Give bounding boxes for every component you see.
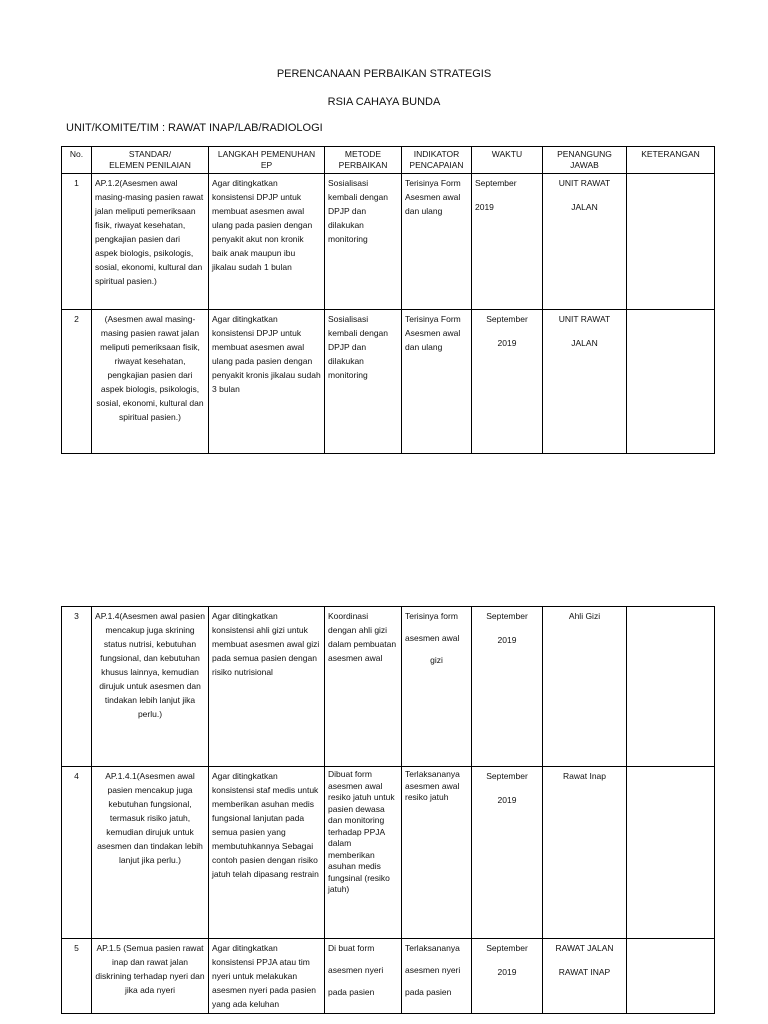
row-langkah: Agar ditingkatkan konsistensi DPJP untuk membuat asesmen awal ulang pada pasien dengan penyakit akut non kronik baik anak maupun ibu jikalau sudah 1 bulan (209, 174, 325, 310)
plan-table-top (61, 146, 715, 454)
col-header-waktu: WAKTU (472, 147, 543, 174)
row-no: 3 (62, 607, 92, 767)
table-header-row (62, 147, 715, 174)
col-header-indikator: INDIKATOR PENCAPAIAN (402, 147, 472, 174)
row-penanggung: Ahli Gizi (543, 607, 627, 767)
row-standar: AP.1.2(Asesmen awal masing-masing pasien rawat jalan meliputi pemeriksaan fisik, riwayat kesehatan, pengkajian pasien dari aspek biologis, psikologis, sosial, ekonomi, kultural dan spiritual pasien.) (92, 174, 209, 310)
col-header-penanggung: PENANGUNG JAWAB (543, 147, 627, 174)
row-standar: (Asesmen awal masing-masing pasien rawat jalan meliputi pemeriksaan fisik, riwayat kesehatan, pengkajian pasien dari aspek biologis, psikologis, sosial, ekonomi, kultural dan spiritual pasien.) (92, 310, 209, 454)
row-langkah: Agar ditingkatkan konsistensi PPJA atau tim nyeri untuk melakukan asesmen nyeri pada pasien yang ada keluhan (209, 939, 325, 1014)
row-penanggung: Rawat Inap (543, 767, 627, 939)
col-header-metode: METODE PERBAIKAN (325, 147, 402, 174)
row-keterangan (627, 310, 715, 454)
col-header-langkah: LANGKAH PEMENUHAN EP (209, 147, 325, 174)
table-row (62, 939, 715, 1014)
row-langkah: Agar ditingkatkan konsistensi DPJP untuk membuat asesmen awal ulang pada pasien dengan penyakit kronis jikalau sudah 3 bulan (209, 310, 325, 454)
table-row (62, 767, 715, 939)
row-standar: AP.1.4.1(Asesmen awal pasien mencakup juga kebutuhan fungsional, termasuk risiko jatuh, kemudian dirujuk untuk asesmen dan tindakan lebih lanjut jika perlu.) (92, 767, 209, 939)
row-penanggung: RAWAT JALAN RAWAT INAP (543, 939, 627, 1014)
row-waktu: September 2019 (472, 607, 543, 767)
row-no: 2 (62, 310, 92, 454)
row-keterangan (627, 767, 715, 939)
row-indikator: Terlaksananya asesmen nyeri pada pasien (402, 939, 472, 1014)
row-no: 1 (62, 174, 92, 310)
row-no: 5 (62, 939, 92, 1014)
row-keterangan (627, 939, 715, 1014)
table-row (62, 310, 715, 454)
row-waktu: September 2019 (472, 767, 543, 939)
row-metode: Koordinasi dengan ahli gizi dalam pembuatan asesmen awal (325, 607, 402, 767)
row-langkah: Agar ditingkatkan konsistensi ahli gizi untuk membuat asesmen awal gizi pada semua pasien dengan risiko nutrisional (209, 607, 325, 767)
row-indikator: Terisinya form asesmen awal gizi (402, 607, 472, 767)
row-waktu: September 2019 (472, 174, 543, 310)
row-metode: Dibuat form asesmen awal resiko jatuh untuk pasien dewasa dan monitoring terhadap PPJA dalam memberikan asuhan medis fungsinal (resiko jatuh) (325, 767, 402, 939)
row-waktu: September 2019 (472, 310, 543, 454)
row-penanggung: UNIT RAWAT JALAN (543, 174, 627, 310)
row-standar: AP.1.5 (Semua pasien rawat inap dan rawat jalan diskrining terhadap nyeri dan jika ada nyeri (92, 939, 209, 1014)
row-indikator: Terisinya Form Asesmen awal dan ulang (402, 310, 472, 454)
row-waktu: September 2019 (472, 939, 543, 1014)
row-no: 4 (62, 767, 92, 939)
row-indikator: Terlaksananya asesmen awal resiko jatuh (402, 767, 472, 939)
document-title: PERENCANAAN PERBAIKAN STRATEGIS (276, 68, 492, 80)
col-header-standar: STANDAR/ ELEMEN PENILAIAN (92, 147, 209, 174)
col-header-keterangan: KETERANGAN (627, 147, 715, 174)
table-row (62, 607, 715, 767)
row-langkah: Agar ditingkatkan konsistensi staf medis untuk memberikan asuhan medis fungsional lanjutan pada semua pasien yang membutuhkannya Sebagai contoh pasien dengan risiko jatuh telah dipasang restrain (209, 767, 325, 939)
unit-label: UNIT/KOMITE/TIM : RAWAT INAP/LAB/RADIOLOGI (66, 122, 323, 134)
col-header-no: No. (62, 147, 92, 174)
row-standar: AP.1.4(Asesmen awal pasien mencakup juga skrining status nutrisi, kebutuhan fungsional, dan kebutuhan khusus lainnya, kemudian dirujuk untuk asesmen dan tindakan lebih lanjut jika perlu.) (92, 607, 209, 767)
row-penanggung: UNIT RAWAT JALAN (543, 310, 627, 454)
hospital-name: RSIA CAHAYA BUNDA (327, 96, 441, 108)
plan-table-bottom (61, 606, 715, 1014)
row-keterangan (627, 174, 715, 310)
row-keterangan (627, 607, 715, 767)
row-metode: Sosialisasi kembali dengan DPJP dan dilakukan monitoring (325, 174, 402, 310)
row-metode: Sosialisasi kembali dengan DPJP dan dilakukan monitoring (325, 310, 402, 454)
row-indikator: Terisinya Form Asesmen awal dan ulang (402, 174, 472, 310)
row-metode: Di buat form asesmen nyeri pada pasien (325, 939, 402, 1014)
table-row (62, 174, 715, 310)
